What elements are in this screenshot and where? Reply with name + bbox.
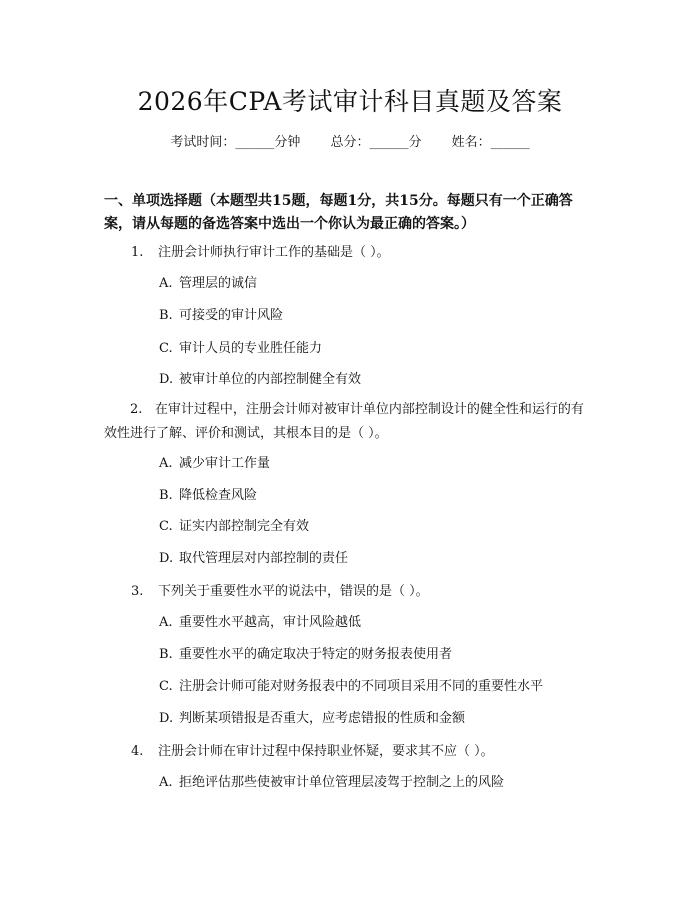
option-2c xyxy=(159,515,309,539)
option-text: 管理层的诚信 xyxy=(179,276,258,291)
question-1 xyxy=(131,241,390,265)
option-letter: C. xyxy=(159,341,173,356)
option-text: 重要性水平的确定取决于特定的财务报表使用者 xyxy=(179,647,453,662)
option-letter: A. xyxy=(159,276,173,291)
total-score-field: 总分：______分 xyxy=(330,135,422,150)
question-4 xyxy=(131,740,494,764)
question-text: 在审计过程中，注册会计师对被审计单位内部控制设计的健全性和运行的有效性进行了解、评价和测试，其根本目的是（ ）。 xyxy=(104,402,584,441)
option-text: 拒绝评估那些使被审计单位管理层凌驾于控制之上的风险 xyxy=(179,775,505,790)
question-text: 下列关于重要性水平的说法中，错误的是（ ）。 xyxy=(158,584,429,599)
document-title: 2026年CPA考试审计科目真题及答案 xyxy=(137,87,563,116)
question-2 xyxy=(104,398,596,446)
option-letter: B. xyxy=(159,488,173,503)
option-letter: D. xyxy=(159,372,174,387)
option-1b xyxy=(159,304,283,328)
question-number: 2. xyxy=(130,402,143,417)
question-number: 1. xyxy=(131,245,144,260)
option-letter: A. xyxy=(159,775,173,790)
option-text: 减少审计工作量 xyxy=(179,456,271,471)
question-number: 3. xyxy=(131,584,144,599)
option-text: 审计人员的专业胜任能力 xyxy=(179,341,323,356)
option-letter: D. xyxy=(159,711,174,726)
section-heading: 一、单项选择题（本题型共15题，每题1分，共15分。每题只有一个正确答案，请从每题的备选答案中选出一个你认为最正确的答案。） xyxy=(104,193,573,232)
student-name-field: 姓名：______ xyxy=(451,135,530,150)
question-text: 注册会计师执行审计工作的基础是（ ）。 xyxy=(158,245,390,260)
option-2d xyxy=(159,547,348,571)
option-3d xyxy=(159,707,465,731)
question-3 xyxy=(131,580,429,604)
option-letter: C. xyxy=(159,519,173,534)
exam-time-field: 考试时间：______分钟 xyxy=(170,135,301,150)
option-letter: A. xyxy=(159,456,173,471)
option-letter: B. xyxy=(159,308,173,323)
option-text: 取代管理层对内部控制的责任 xyxy=(179,551,349,566)
option-text: 证实内部控制完全有效 xyxy=(179,519,310,534)
exam-info-line xyxy=(0,131,700,150)
option-3c xyxy=(159,675,543,699)
option-letter: B. xyxy=(159,647,173,662)
option-text: 判断某项错报是否重大，应考虑错报的性质和金额 xyxy=(179,711,466,726)
option-text: 注册会计师可能对财务报表中的不同项目采用不同的重要性水平 xyxy=(179,679,544,694)
option-1c xyxy=(159,337,322,361)
option-letter: C. xyxy=(159,679,173,694)
option-1a xyxy=(159,272,257,296)
option-2a xyxy=(159,452,270,476)
option-4a xyxy=(159,771,504,795)
option-text: 降低检查风险 xyxy=(179,488,258,503)
option-3b xyxy=(159,643,452,667)
question-number: 4. xyxy=(131,744,144,759)
option-1d xyxy=(159,368,361,392)
option-text: 被审计单位的内部控制健全有效 xyxy=(179,372,362,387)
option-text: 重要性水平越高，审计风险越低 xyxy=(179,615,362,630)
option-text: 可接受的审计风险 xyxy=(179,308,284,323)
option-letter: A. xyxy=(159,615,173,630)
option-2b xyxy=(159,484,257,508)
option-3a xyxy=(159,611,361,635)
question-text: 注册会计师在审计过程中保持职业怀疑，要求其不应（ ）。 xyxy=(158,744,494,759)
option-letter: D. xyxy=(159,551,174,566)
